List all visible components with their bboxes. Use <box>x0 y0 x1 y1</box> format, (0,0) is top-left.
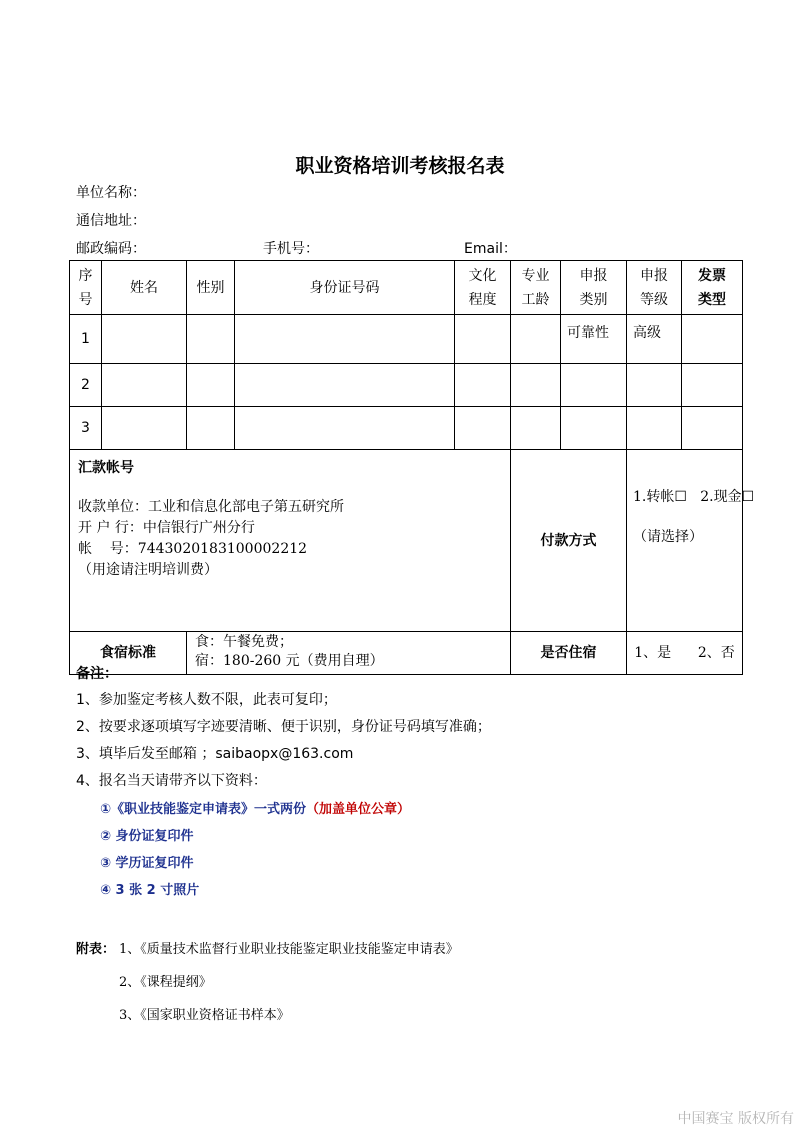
food-lodging-label: 食宿标准 <box>70 632 187 675</box>
postcode-label: 邮政编码： <box>76 241 146 257</box>
bank-payee: 收款单位：工业和信息化部电子第五研究所 <box>78 499 344 515</box>
invoice-cell[interactable] <box>682 364 743 407</box>
form-title: 职业资格培训考核报名表 <box>295 155 505 177</box>
col-id-header: 身份证号码 <box>235 261 455 315</box>
note-item: 2、按要求逐项填写字迹要清晰、便于识别，身份证号码填写准确； <box>76 719 491 735</box>
note-item: 3、填毕后发至邮箱 ；saibaopx@163.com <box>76 746 354 762</box>
edu-cell[interactable] <box>455 407 511 450</box>
address-label: 通信地址： <box>76 213 146 229</box>
payment-method-options[interactable] <box>627 450 755 632</box>
col-name-header: 姓名 <box>102 261 187 315</box>
payment-options[interactable]: 1.转帐☐ 2.现金☐ <box>633 489 755 505</box>
gender-cell[interactable] <box>187 407 235 450</box>
note-item: 1、参加鉴定考核人数不限，此表可复印； <box>76 692 337 708</box>
gender-cell[interactable] <box>187 315 235 364</box>
material-4: ④ 3 张 2 寸照片 <box>100 883 200 898</box>
id-cell[interactable] <box>235 315 455 364</box>
unit-name-label: 单位名称： <box>76 185 146 201</box>
bank-account-title: 汇款帐号 <box>78 460 134 476</box>
row-seq: 2 <box>70 364 102 407</box>
apply-level-cell[interactable] <box>627 407 682 450</box>
notes-title: 备注： <box>76 666 118 682</box>
mobile-label: 手机号： <box>263 241 319 257</box>
attachment-item: 2、《课程提纲》 <box>119 975 212 990</box>
note-item: 4、报名当天请带齐以下资料： <box>76 773 267 789</box>
name-cell[interactable] <box>102 364 187 407</box>
table-row <box>70 364 743 407</box>
row-seq: 3 <box>70 407 102 450</box>
name-cell[interactable] <box>102 407 187 450</box>
food-line: 食：午餐免费； <box>195 634 293 650</box>
edu-cell[interactable] <box>455 364 511 407</box>
attachments-label: 附表： <box>76 942 116 957</box>
apply-type-cell[interactable] <box>561 407 627 450</box>
registration-table <box>69 260 755 675</box>
food-lodging-details <box>187 632 511 675</box>
material-1-stamp-note: （加盖单位公章） <box>306 802 411 817</box>
payment-hint: （请选择） <box>633 529 703 545</box>
material-1 <box>100 798 410 817</box>
payment-row <box>70 450 743 632</box>
col-years-header: 专业 工龄 <box>511 261 561 315</box>
apply-level-cell[interactable]: 高级 <box>627 315 682 364</box>
stay-options[interactable]: 1、是 2、否 <box>627 632 743 675</box>
stay-label: 是否住宿 <box>511 632 627 675</box>
col-edu-header: 文化 程度 <box>455 261 511 315</box>
material-3: ③ 学历证复印件 <box>100 856 194 871</box>
attachment-item: 1、《质量技术监督行业职业技能鉴定职业技能鉴定申请表》 <box>119 942 459 957</box>
apply-level-cell[interactable] <box>627 364 682 407</box>
attachment-item: 3、《国家职业资格证书样本》 <box>119 1008 290 1023</box>
invoice-cell[interactable] <box>682 407 743 450</box>
gender-cell[interactable] <box>187 364 235 407</box>
bank-name: 开 户 行：中信银行广州分行 <box>78 520 255 536</box>
id-cell[interactable] <box>235 407 455 450</box>
col-gender-header: 性别 <box>187 261 235 315</box>
table-row <box>70 407 743 450</box>
payment-method-label: 付款方式 <box>511 450 627 632</box>
accommodation-row <box>70 632 743 675</box>
bank-account-cell <box>70 450 511 632</box>
copyright-footer: 中国赛宝 版权所有 <box>677 1111 794 1127</box>
name-cell[interactable] <box>102 315 187 364</box>
row-seq: 1 <box>70 315 102 364</box>
email-label: Email： <box>464 241 517 257</box>
apply-type-cell[interactable]: 可靠性 <box>561 315 627 364</box>
years-cell[interactable] <box>511 364 561 407</box>
table-header-row <box>70 261 743 315</box>
apply-type-cell[interactable] <box>561 364 627 407</box>
material-1-title: ①《职业技能鉴定申请表》一式两份 <box>100 802 307 817</box>
col-apply-type-header: 申报 类别 <box>561 261 627 315</box>
bank-purpose-note: （用途请注明培训费） <box>78 562 218 578</box>
invoice-cell[interactable] <box>682 315 743 364</box>
id-cell[interactable] <box>235 364 455 407</box>
col-seq-header: 序 号 <box>70 261 102 315</box>
col-apply-level-header: 申报 等级 <box>627 261 682 315</box>
col-invoice-header: 发票 类型 <box>682 261 743 315</box>
edu-cell[interactable] <box>455 315 511 364</box>
lodging-line: 宿：180-260 元（费用自理） <box>195 653 384 669</box>
material-2: ② 身份证复印件 <box>100 829 194 844</box>
table-row <box>70 315 743 364</box>
bank-account-number: 帐 号：7443020183100002212 <box>78 541 308 557</box>
years-cell[interactable] <box>511 315 561 364</box>
years-cell[interactable] <box>511 407 561 450</box>
